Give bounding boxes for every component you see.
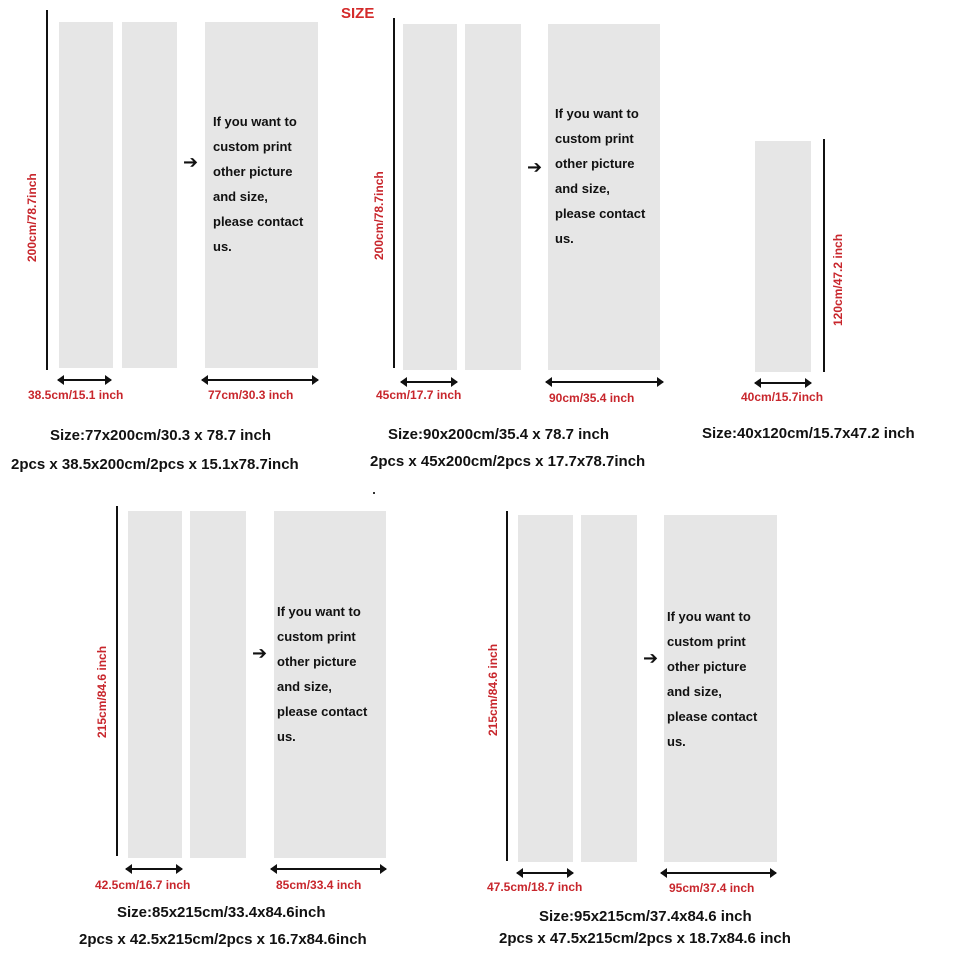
narrow-panel-left (128, 511, 182, 858)
note-line: If you want to (555, 106, 639, 121)
size-text-pieces: 2pcs x 38.5x200cm/2pcs x 15.1x78.7inch (11, 456, 299, 473)
height-dimension-line (823, 139, 825, 372)
note-line: us. (555, 231, 574, 246)
arrow-right-icon: ➔ (643, 648, 659, 668)
height-dimension-line (46, 10, 48, 370)
single-panel (755, 141, 811, 372)
note-line: If you want to (213, 114, 297, 129)
size-text-total: Size:90x200cm/35.4 x 78.7 inch (388, 426, 609, 443)
custom-print-note (555, 101, 645, 251)
note-line: custom print (667, 634, 746, 649)
note-line: please contact (555, 206, 646, 221)
size-text-total: Size:40x120cm/15.7x47.2 inch (702, 425, 915, 442)
note-line: other picture (555, 156, 635, 171)
wide-width-dimension (202, 375, 318, 385)
narrow-panel-left (518, 515, 573, 862)
note-line: custom print (213, 139, 292, 154)
size-text-total: Size:85x215cm/33.4x84.6inch (117, 904, 326, 921)
wide-width-dimension (271, 864, 386, 874)
size-text-total: Size:77x200cm/30.3 x 78.7 inch (50, 427, 271, 444)
size-text-total: Size:95x215cm/37.4x84.6 inch (539, 908, 752, 925)
wide-width-label: 90cm/35.4 inch (549, 391, 635, 405)
note-line: please contact (667, 709, 758, 724)
narrow-width-label: 47.5cm/18.7 inch (487, 880, 583, 894)
narrow-panel-right (581, 515, 637, 862)
note-line: custom print (277, 629, 356, 644)
wide-width-dimension (661, 868, 776, 878)
note-line: us. (667, 734, 686, 749)
narrow-panel-right (122, 22, 177, 368)
width-label: 40cm/15.7inch (741, 390, 824, 404)
wide-width-label: 95cm/37.4 inch (669, 881, 755, 895)
narrow-width-label: 45cm/17.7 inch (376, 388, 462, 402)
arrow-right-icon: ➔ (183, 152, 199, 172)
arrow-right-icon: ➔ (252, 643, 268, 663)
size-text-pieces: 2pcs x 42.5x215cm/2pcs x 16.7x84.6inch (79, 931, 367, 948)
note-line: If you want to (667, 609, 751, 624)
note-line: other picture (213, 164, 293, 179)
narrow-panel-left (59, 22, 113, 368)
narrow-width-dimension (58, 375, 111, 385)
custom-print-note (277, 599, 367, 749)
custom-print-note (213, 109, 303, 259)
height-label: 215cm/84.6 inch (486, 643, 500, 736)
height-label: 215cm/84.6 inch (95, 645, 109, 738)
narrow-panel-right (465, 24, 521, 370)
narrow-width-dimension (517, 868, 573, 878)
height-dimension-line (393, 18, 395, 368)
page-title: SIZE (341, 5, 375, 22)
wide-width-label: 85cm/33.4 inch (276, 878, 362, 892)
narrow-width-label: 42.5cm/16.7 inch (95, 878, 191, 892)
width-dimension (755, 378, 811, 388)
note-line: other picture (667, 659, 747, 674)
note-line: please contact (277, 704, 368, 719)
note-line: custom print (555, 131, 634, 146)
note-line: please contact (213, 214, 304, 229)
custom-print-note (667, 604, 757, 754)
height-dimension-line (506, 511, 508, 861)
narrow-width-dimension (401, 377, 457, 387)
narrow-width-dimension (126, 864, 182, 874)
height-label: 200cm/78.7inch (25, 173, 39, 262)
note-line: and size, (277, 679, 332, 694)
height-label: 120cm/47.2 inch (831, 233, 845, 326)
note-line: us. (277, 729, 296, 744)
arrow-right-icon: ➔ (527, 157, 543, 177)
size-text-pieces: 2pcs x 47.5x215cm/2pcs x 18.7x84.6 inch (499, 930, 791, 947)
narrow-panel-right (190, 511, 246, 858)
stray-dot (373, 492, 375, 494)
height-label: 200cm/78.7inch (372, 171, 386, 260)
note-line: other picture (277, 654, 357, 669)
wide-width-dimension (546, 377, 663, 387)
note-line: and size, (667, 684, 722, 699)
note-line: If you want to (277, 604, 361, 619)
note-line: and size, (555, 181, 610, 196)
height-dimension-line (116, 506, 118, 856)
size-text-pieces: 2pcs x 45x200cm/2pcs x 17.7x78.7inch (370, 453, 646, 470)
narrow-width-label: 38.5cm/15.1 inch (28, 388, 124, 402)
wide-width-label: 77cm/30.3 inch (208, 388, 294, 402)
note-line: and size, (213, 189, 268, 204)
note-line: us. (213, 239, 232, 254)
narrow-panel-left (403, 24, 457, 370)
